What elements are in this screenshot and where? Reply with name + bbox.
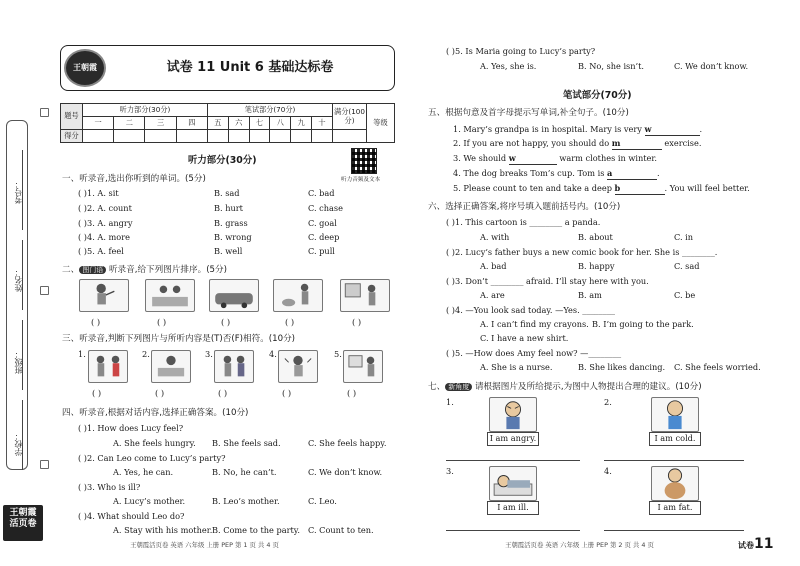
q7-answer-line[interactable] xyxy=(604,530,744,531)
q2-picture-3 xyxy=(209,279,259,312)
q4-option-c[interactable]: C. Leo. xyxy=(308,496,337,506)
q5-text: exercise. xyxy=(661,138,702,148)
q4-question: ( )1. How does Lucy feel? xyxy=(78,423,184,433)
class-label: 班级： xyxy=(14,350,23,374)
binding-hole xyxy=(40,460,49,469)
q6-option-c[interactable]: C. in xyxy=(674,232,694,242)
q5-text: 1. Mary’s grandpa is in hospital. Mary is very xyxy=(453,124,645,134)
q4-question: ( )5. Is Maria going to Lucy’s party? xyxy=(446,46,596,56)
q6-option-c[interactable]: C. She feels worried. xyxy=(674,362,761,372)
q4-option-c[interactable]: C. We don’t know. xyxy=(674,61,749,71)
q3-answer[interactable]: ( ) xyxy=(92,388,102,398)
q6-title: 六、选择正确答案,将序号填入题前括号内。(10分) xyxy=(428,202,621,212)
q2-answer[interactable]: ( ) xyxy=(285,317,295,327)
q7-caption: I am cold. xyxy=(649,432,701,446)
q4-question: ( )2. Can Leo come to Lucy’s party? xyxy=(78,453,226,463)
q7-picture-angry xyxy=(489,397,537,432)
q2-picture-4 xyxy=(273,279,323,312)
q5-hint-letter: a xyxy=(607,168,613,178)
name-label: 姓名： xyxy=(14,268,23,292)
q1-option-c[interactable]: C. pull xyxy=(308,246,335,256)
q4-option-a[interactable]: A. Stay with his mother. xyxy=(113,525,213,535)
q1-option-c[interactable]: C. deep xyxy=(308,232,340,242)
q7-caption: I am ill. xyxy=(487,501,539,515)
q5-blank[interactable] xyxy=(612,139,662,150)
q7-title xyxy=(428,382,702,392)
q5-item xyxy=(453,184,750,195)
q6-option-a[interactable]: A. She is a nurse. xyxy=(480,362,553,372)
q3-num: 5. xyxy=(334,349,342,359)
score-cell[interactable] xyxy=(249,130,270,143)
q1-option-c[interactable]: C. bad xyxy=(308,188,335,198)
name-line xyxy=(22,240,40,310)
written-heading: 笔试部分(70分) xyxy=(563,90,632,101)
q2-answer[interactable]: ( ) xyxy=(221,317,231,327)
q5-blank[interactable] xyxy=(607,169,657,180)
q1-item: ( )4. A. more xyxy=(78,232,130,242)
q7-picture-ill xyxy=(489,466,537,501)
score-cell[interactable] xyxy=(114,130,145,143)
q7-prefix: 七、 xyxy=(428,382,446,392)
q3-picture-3 xyxy=(214,350,254,383)
q5-text: 5. Please count to ten and take a deep xyxy=(453,183,615,193)
q2-title xyxy=(62,265,227,275)
q2-picture-5 xyxy=(340,279,390,312)
q5-item xyxy=(453,125,702,136)
exam-tag-number: 11 xyxy=(754,536,774,552)
binding-hole xyxy=(40,108,49,117)
q5-blank[interactable] xyxy=(615,184,665,195)
q3-answer[interactable]: ( ) xyxy=(347,388,357,398)
q7-num: 1. xyxy=(446,397,454,407)
q6-question: ( )2. Lucy’s father buys a new comic book for her. She is ________. xyxy=(446,247,718,257)
score-cell[interactable] xyxy=(228,130,249,143)
q5-hint-letter: b xyxy=(614,183,621,193)
q6-option-a[interactable]: A. are xyxy=(480,290,505,300)
q1-option-b[interactable]: B. well xyxy=(214,246,243,256)
q5-item xyxy=(453,169,660,180)
score-col-num: 四 xyxy=(176,117,207,130)
q3-answer[interactable]: ( ) xyxy=(218,388,228,398)
score-total-head: 满分(100分) xyxy=(333,104,367,130)
q3-picture-4 xyxy=(278,350,318,383)
q5-text: . xyxy=(657,168,660,178)
score-col-num: 九 xyxy=(291,117,312,130)
q4-option-b[interactable]: B. She feels sad. xyxy=(212,438,281,448)
q3-picture-1 xyxy=(88,350,128,383)
class-line xyxy=(22,320,40,390)
score-col-num: 十 xyxy=(312,117,333,130)
school-line xyxy=(22,400,40,470)
q7-num: 3. xyxy=(446,466,454,476)
score-label-score: 得分 xyxy=(61,130,83,143)
q7-picture-fat xyxy=(651,466,699,501)
q1-option-b[interactable]: B. grass xyxy=(214,218,248,228)
q3-num: 2. xyxy=(142,349,150,359)
q3-num: 4. xyxy=(269,349,277,359)
q7-text: 请根据图片及所给提示,为图中人物提出合理的建议。(10分) xyxy=(474,382,702,392)
q5-blank[interactable] xyxy=(645,125,700,136)
q6-option-b[interactable]: B. happy xyxy=(578,261,615,271)
q5-hint-letter: w xyxy=(644,124,652,134)
qr-caption: 听力音频及文本 xyxy=(341,177,381,183)
q4-option-b[interactable]: B. No, she isn’t. xyxy=(578,61,645,71)
q4-option-b[interactable]: B. Leo’s mother. xyxy=(212,496,280,506)
q6-question: ( )5. —How does Amy feel now? —________ xyxy=(446,348,622,358)
q4-option-a[interactable]: A. Yes, she is. xyxy=(480,61,537,71)
q6-option-b[interactable]: B. am xyxy=(578,290,602,300)
score-col-num: 二 xyxy=(114,117,145,130)
q5-item xyxy=(453,154,657,165)
q2-prefix: 二、 xyxy=(62,265,80,275)
q7-caption: I am angry. xyxy=(487,432,539,446)
q5-title: 五、根据句意及首字母提示写单词,补全句子。(10分) xyxy=(428,108,629,118)
score-cell[interactable] xyxy=(145,130,176,143)
q1-item: ( )3. A. angry xyxy=(78,218,133,228)
score-label-topic: 题号 xyxy=(61,104,83,130)
q7-answer-line[interactable] xyxy=(446,460,580,461)
q4-option-a[interactable]: A. Lucy’s mother. xyxy=(113,496,186,506)
q7-picture-cold xyxy=(651,397,699,432)
q3-picture-2 xyxy=(151,350,191,383)
score-cell[interactable] xyxy=(270,130,291,143)
q7-num: 2. xyxy=(604,397,612,407)
score-col-num: 一 xyxy=(83,117,114,130)
brand-name: 王朝霞 xyxy=(9,508,37,518)
q7-answer-line[interactable] xyxy=(604,460,744,461)
q3-picture-5 xyxy=(343,350,383,383)
footer-left: 王朝霞活页卷 英语 六年级 上册 PEP 第 1 页 共 4 页 xyxy=(130,541,279,549)
q3-num: 1. xyxy=(78,349,86,359)
score-cell[interactable] xyxy=(291,130,312,143)
q6-option-b[interactable]: B. I’m going to the park. xyxy=(592,319,694,329)
school-label: 学校： xyxy=(14,432,23,456)
q2-answer[interactable]: ( ) xyxy=(352,317,362,327)
q2-badge: 图门语 xyxy=(79,266,106,274)
score-cell[interactable] xyxy=(333,130,367,143)
score-written-head: 笔试部分(70分) xyxy=(207,104,332,117)
q3-title: 三、听录音,判断下列图片与所听内容是(T)否(F)相符。(10分) xyxy=(62,334,296,344)
q4-option-b[interactable]: B. Come to the party. xyxy=(212,525,300,535)
score-grade-head: 等级 xyxy=(367,104,395,143)
q5-text: warm clothes in winter. xyxy=(556,153,658,163)
exam-tag-prefix: 试卷 xyxy=(738,541,754,550)
exam-tag xyxy=(738,536,773,553)
q4-question: ( )4. What should Leo do? xyxy=(78,511,185,521)
q7-num: 4. xyxy=(604,466,612,476)
q4-option-c[interactable]: C. She feels happy. xyxy=(308,438,387,448)
q7-caption: I am fat. xyxy=(649,501,701,515)
q4-option-c[interactable]: C. Count to ten. xyxy=(308,525,374,535)
publisher-logo: 王朝霞 xyxy=(64,49,106,87)
q6-option-c[interactable]: C. sad xyxy=(674,261,700,271)
q5-blank[interactable] xyxy=(509,154,557,165)
score-cell[interactable] xyxy=(83,130,114,143)
score-col-num: 五 xyxy=(207,117,228,130)
score-col-num: 三 xyxy=(145,117,176,130)
brand-block xyxy=(3,505,43,541)
score-cell[interactable] xyxy=(312,130,333,143)
q3-answer[interactable]: ( ) xyxy=(282,388,292,398)
exam-no-line xyxy=(22,150,40,230)
q6-option-b[interactable]: B. She likes dancing. xyxy=(578,362,666,372)
q2-answer[interactable]: ( ) xyxy=(157,317,167,327)
binding-hole xyxy=(40,286,49,295)
score-listening-head: 听力部分(30分) xyxy=(83,104,208,117)
q6-option-a[interactable]: A. with xyxy=(480,232,510,242)
q1-option-b[interactable]: B. sad xyxy=(214,188,240,198)
q7-answer-line[interactable] xyxy=(446,530,580,531)
q6-option-a[interactable]: A. I can’t find my crayons. xyxy=(480,319,589,329)
binding-strip xyxy=(0,0,46,566)
brand-sub: 活页卷 xyxy=(9,518,37,529)
score-table xyxy=(60,103,395,143)
q7-badge: 新角度 xyxy=(445,383,472,391)
q3-num: 3. xyxy=(205,349,213,359)
q4-option-c[interactable]: C. We don’t know. xyxy=(308,467,383,477)
q1-title: 一、听录音,选出你听到的单词。(5分) xyxy=(62,174,206,184)
score-cell[interactable] xyxy=(176,130,207,143)
q5-text: 4. The dog breaks Tom’s cup. Tom is xyxy=(453,168,608,178)
q4-option-a[interactable]: A. Yes, he can. xyxy=(113,467,174,477)
q3-answer[interactable]: ( ) xyxy=(155,388,165,398)
q1-option-c[interactable]: C. chase xyxy=(308,203,343,213)
q1-option-c[interactable]: C. goal xyxy=(308,218,337,228)
q1-option-b[interactable]: B. hurt xyxy=(214,203,243,213)
q2-picture-2 xyxy=(145,279,195,312)
q4-question: ( )3. Who is ill? xyxy=(78,482,141,492)
q5-text: . xyxy=(699,124,703,134)
q4-title: 四、听录音,根据对话内容,选择正确答案。(10分) xyxy=(62,408,249,418)
q1-item: ( )2. A. count xyxy=(78,203,132,213)
q2-answer[interactable]: ( ) xyxy=(91,317,101,327)
q6-question: ( )1. This cartoon is ________ a panda. xyxy=(446,217,601,227)
q1-option-b[interactable]: B. wrong xyxy=(214,232,252,242)
score-col-num: 七 xyxy=(249,117,270,130)
score-col-num: 八 xyxy=(270,117,291,130)
q5-item xyxy=(453,139,701,150)
q2-picture-1 xyxy=(79,279,129,312)
q6-option-a[interactable]: A. bad xyxy=(480,261,507,271)
exam-no-label: 考号： xyxy=(14,180,23,204)
footer-right: 王朝霞活页卷 英语 六年级 上册 PEP 第 2 页 共 4 页 xyxy=(505,541,654,549)
q5-text: 2. If you are not happy, you should do xyxy=(453,138,612,148)
q4-option-b[interactable]: B. No, he can’t. xyxy=(212,467,277,477)
q6-option-b[interactable]: B. about xyxy=(578,232,613,242)
q6-question: ( )3. Don’t ________ afraid. I’ll stay here with you. xyxy=(446,276,649,286)
listening-heading: 听力部分(30分) xyxy=(188,155,257,166)
page-title: 试卷 11 Unit 6 基础达标卷 xyxy=(166,60,334,75)
q5-text: 3. We should xyxy=(453,153,509,163)
score-col-num: 六 xyxy=(228,117,249,130)
q5-text: . You will feel better. xyxy=(664,183,750,193)
qr-code[interactable] xyxy=(351,148,377,174)
score-cell[interactable] xyxy=(207,130,228,143)
q6-option-c[interactable]: C. be xyxy=(674,290,696,300)
q2-text: 听录音,给下列图片排序。(5分) xyxy=(108,265,227,275)
q6-question: ( )4. —You look sad today. —Yes. ________ xyxy=(446,305,616,315)
q1-item: ( )1. A. sit xyxy=(78,188,119,198)
q6-option-c[interactable]: C. I have a new shirt. xyxy=(480,333,569,343)
q5-hint-letter: m xyxy=(611,138,621,148)
q4-option-a[interactable]: A. She feels hungry. xyxy=(113,438,196,448)
q5-hint-letter: w xyxy=(508,153,516,163)
q1-item: ( )5. A. feel xyxy=(78,246,124,256)
